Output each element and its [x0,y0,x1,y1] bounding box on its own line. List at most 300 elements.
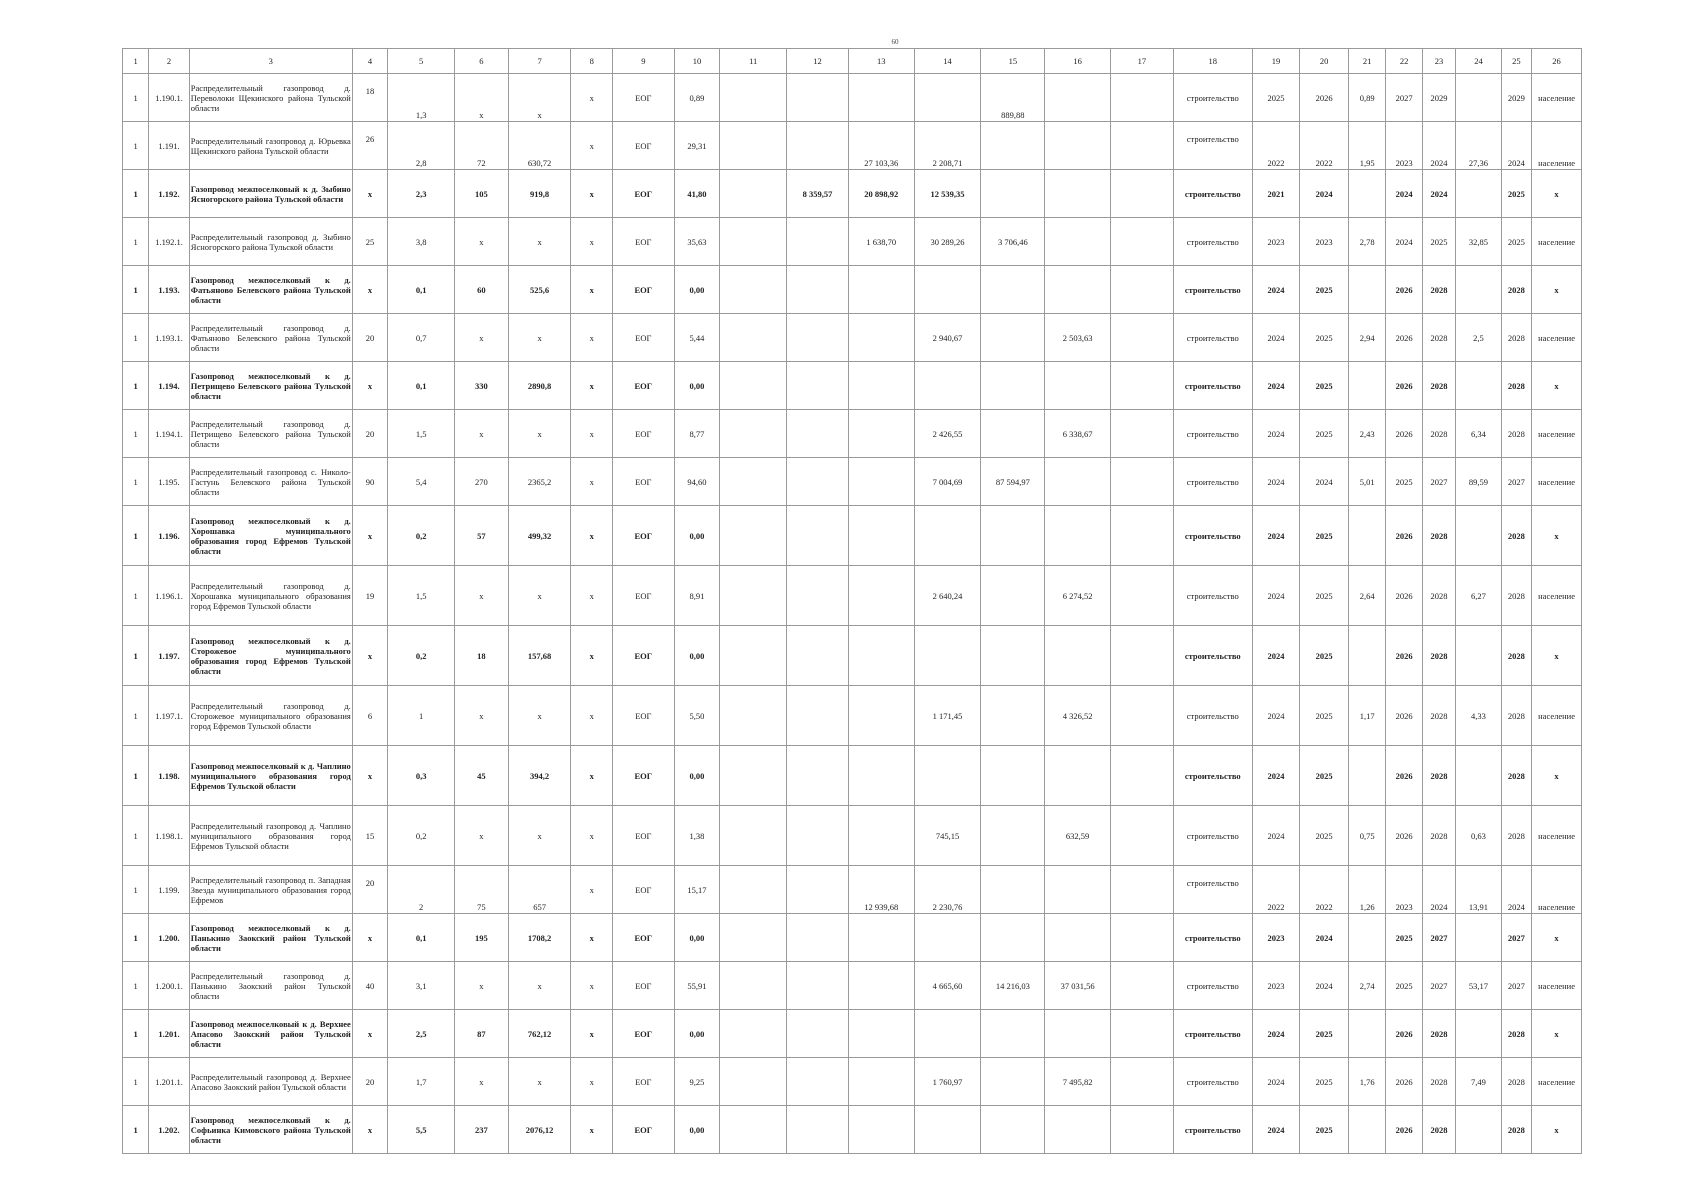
table-cell: 12 939,68 [848,866,914,914]
table-cell: 2026 [1386,746,1422,806]
table-cell: строительство [1173,806,1252,866]
table-cell: 53,17 [1456,962,1502,1010]
table-cell: 0,00 [674,1106,720,1154]
object-name-cell: Газопровод межпоселковый к д. Софьинка Кимовского района Тульской области [189,1106,352,1154]
column-header: 19 [1252,49,1300,74]
table-cell [1111,410,1174,458]
table-cell: 2024 [1252,266,1300,314]
table-cell: 2028 [1501,1010,1531,1058]
table-cell: 2,64 [1348,566,1385,626]
table-row [123,74,1582,122]
table-cell: 26 [352,122,387,170]
table-cell: 0,00 [674,362,720,410]
table-cell: 5,44 [674,314,720,362]
table-cell: население [1532,686,1582,746]
object-name-cell: Распределительный газопровод д. Юрьевка Щекинского района Тульской области [189,122,352,170]
table-cell: 2023 [1252,962,1300,1010]
table-cell: 1.199. [149,866,189,914]
table-cell: 2025 [1300,626,1349,686]
table-cell: 2023 [1252,218,1300,266]
table-cell [787,806,849,866]
table-row [123,362,1582,410]
table-cell: население [1532,218,1582,266]
table-cell: 2026 [1386,506,1422,566]
table-cell: 2024 [1300,170,1349,218]
table-cell [787,626,849,686]
table-cell: 2025 [1501,218,1531,266]
object-name-cell: Газопровод межпоселковый к д. Верхнее Апасово Заокский район Тульской области [189,1010,352,1058]
column-header: 3 [189,49,352,74]
table-cell [1111,314,1174,362]
table-cell: 2890,8 [508,362,571,410]
table-cell: 1.193.1. [149,314,189,362]
table-cell [914,1106,981,1154]
table-cell: 1.201.1. [149,1058,189,1106]
table-cell: 1,5 [388,566,455,626]
table-cell: 195 [455,914,509,962]
object-name-cell: Газопровод межпоселковый к д. Панькино Заокский район Тульской области [189,914,352,962]
table-cell: 2024 [1252,506,1300,566]
table-cell [848,686,914,746]
table-cell [1456,74,1502,122]
table-cell [981,806,1045,866]
table-cell: х [455,806,509,866]
table-cell: х [571,458,613,506]
table-cell: население [1532,566,1582,626]
column-header: 8 [571,49,613,74]
table-cell: 20 [352,1058,387,1106]
table-cell: 1 760,97 [914,1058,981,1106]
table-cell: 2028 [1501,266,1531,314]
table-cell: 2025 [1386,458,1422,506]
table-cell [914,626,981,686]
table-cell: 87 594,97 [981,458,1045,506]
table-cell: 2025 [1300,566,1349,626]
table-cell: население [1532,74,1582,122]
table-cell: 1.201. [149,1010,189,1058]
table-cell: 3,1 [388,962,455,1010]
table-cell: 0,00 [674,1010,720,1058]
table-cell: 2026 [1386,362,1422,410]
table-cell [1045,362,1111,410]
table-cell [1456,170,1502,218]
table-cell: 2028 [1422,410,1455,458]
table-cell: ЕОГ [612,74,674,122]
table-cell: 2022 [1252,122,1300,170]
table-cell: 1.197.1. [149,686,189,746]
table-cell: строительство [1173,1010,1252,1058]
table-cell: х [571,362,613,410]
table-cell [981,314,1045,362]
table-cell: 29,31 [674,122,720,170]
table-cell [1456,914,1502,962]
table-cell: х [571,1058,613,1106]
table-cell: 25 [352,218,387,266]
table-row [123,686,1582,746]
table-cell [787,362,849,410]
table-cell: х [1532,266,1582,314]
table-cell: 2026 [1386,806,1422,866]
table-cell [1348,170,1385,218]
table-cell: 2024 [1252,1058,1300,1106]
table-cell [981,410,1045,458]
table-row [123,266,1582,314]
table-cell [1111,1058,1174,1106]
table-cell: 7 004,69 [914,458,981,506]
table-row [123,170,1582,218]
table-cell: 2027 [1501,962,1531,1010]
table-cell: х [571,218,613,266]
column-header: 20 [1300,49,1349,74]
table-cell: 2022 [1300,122,1349,170]
table-cell [1111,962,1174,1010]
table-cell: 105 [455,170,509,218]
table-cell: 0,00 [674,506,720,566]
table-cell: население [1532,806,1582,866]
table-cell: х [571,170,613,218]
table-cell: 1 [123,122,149,170]
table-cell: 2028 [1501,686,1531,746]
table-cell: ЕОГ [612,746,674,806]
table-cell: 0,1 [388,266,455,314]
table-cell: население [1532,458,1582,506]
table-cell [787,266,849,314]
table-cell [1111,626,1174,686]
table-cell: 2024 [1252,566,1300,626]
table-cell [1111,74,1174,122]
table-cell: х [352,746,387,806]
table-cell: 8,91 [674,566,720,626]
object-name-cell: Распределительный газопровод д. Верхнее Апасово Заокский район Тульской области [189,1058,352,1106]
table-row [123,1106,1582,1154]
table-cell: 1,17 [1348,686,1385,746]
table-cell [720,170,787,218]
table-cell: 2025 [1300,1106,1349,1154]
table-cell: 0,2 [388,626,455,686]
table-cell: строительство [1173,266,1252,314]
table-cell: 0,00 [674,746,720,806]
table-cell: х [352,506,387,566]
table-cell: 8,77 [674,410,720,458]
table-cell: х [455,686,509,746]
table-cell [720,362,787,410]
table-row [123,566,1582,626]
table-cell [787,1106,849,1154]
table-row [123,914,1582,962]
table-cell: 2023 [1252,914,1300,962]
table-row [123,806,1582,866]
table-cell: 15 [352,806,387,866]
table-cell: 2 503,63 [1045,314,1111,362]
table-cell: 237 [455,1106,509,1154]
table-cell: 1,7 [388,1058,455,1106]
table-cell: ЕОГ [612,806,674,866]
table-cell: 2024 [1252,314,1300,362]
table-cell: х [455,1058,509,1106]
table-cell: 2023 [1386,122,1422,170]
table-cell: ЕОГ [612,686,674,746]
table-cell: строительство [1173,170,1252,218]
table-cell: строительство [1173,218,1252,266]
table-row [123,314,1582,362]
table-cell: 2028 [1501,1106,1531,1154]
table-cell: 2027 [1422,914,1455,962]
table-row [123,122,1582,170]
table-cell: х [571,746,613,806]
table-cell: 2,5 [1456,314,1502,362]
table-body [123,74,1582,1154]
table-cell: 27 103,36 [848,122,914,170]
table-cell: х [1532,1106,1582,1154]
table-cell: 2024 [1252,686,1300,746]
table-cell: 8 359,57 [787,170,849,218]
table-cell: 55,91 [674,962,720,1010]
table-cell: х [508,566,571,626]
table-cell [981,566,1045,626]
table-cell: 1 [123,686,149,746]
table-cell: 2025 [1300,314,1349,362]
table-cell: 889,88 [981,74,1045,122]
table-cell: 1 [123,566,149,626]
table-cell: х [571,314,613,362]
table-cell: х [1532,1010,1582,1058]
table-cell: х [1532,626,1582,686]
table-cell [914,506,981,566]
object-name-cell: Газопровод межпоселковый к д. Хорошавка муниципального образования город Ефремов Тульской области [189,506,352,566]
table-cell: 2076,12 [508,1106,571,1154]
table-cell: 2023 [1300,218,1349,266]
table-cell: 1.200. [149,914,189,962]
table-cell: х [571,74,613,122]
table-cell: 2,8 [388,122,455,170]
table-cell [720,74,787,122]
table-cell: строительство [1173,458,1252,506]
table-cell: 2028 [1501,806,1531,866]
table-cell: 1 [388,686,455,746]
column-header: 10 [674,49,720,74]
table-cell: 1,95 [1348,122,1385,170]
column-header: 24 [1456,49,1502,74]
table-cell: строительство [1173,122,1252,170]
table-row [123,506,1582,566]
table-cell [787,914,849,962]
table-cell: 1 [123,218,149,266]
column-header: 22 [1386,49,1422,74]
column-header: 17 [1111,49,1174,74]
table-cell: 2025 [1386,962,1422,1010]
table-cell [1111,362,1174,410]
table-cell: 2026 [1386,314,1422,362]
table-cell: 1,26 [1348,866,1385,914]
table-cell: 89,59 [1456,458,1502,506]
table-cell: 1.193. [149,266,189,314]
table-cell: строительство [1173,566,1252,626]
table-cell: 330 [455,362,509,410]
column-header: 4 [352,49,387,74]
table-cell [1111,806,1174,866]
table-cell: х [571,686,613,746]
table-cell [981,1010,1045,1058]
table-cell: население [1532,962,1582,1010]
table-cell: 0,00 [674,914,720,962]
table-cell [1045,866,1111,914]
table-cell: 1.195. [149,458,189,506]
table-cell: 2025 [1300,806,1349,866]
table-cell [787,566,849,626]
table-cell: 2025 [1300,1058,1349,1106]
column-header: 1 [123,49,149,74]
table-cell: 87 [455,1010,509,1058]
table-cell [1045,218,1111,266]
object-name-cell: Газопровод межпоселковый к д. Фатьяново Белевского района Тульской области [189,266,352,314]
table-cell: 6,27 [1456,566,1502,626]
table-cell [1348,362,1385,410]
table-cell: ЕОГ [612,1010,674,1058]
table-cell: 2024 [1422,122,1455,170]
table-cell: 1.197. [149,626,189,686]
table-cell [1045,914,1111,962]
column-header: 21 [1348,49,1385,74]
table-cell [1045,746,1111,806]
table-cell: строительство [1173,746,1252,806]
table-cell: 60 [455,266,509,314]
table-cell: ЕОГ [612,170,674,218]
table-cell: 632,59 [1045,806,1111,866]
table-cell: 2024 [1422,170,1455,218]
table-cell: 2029 [1501,74,1531,122]
table-cell: 5,4 [388,458,455,506]
table-cell [720,686,787,746]
table-cell: ЕОГ [612,962,674,1010]
table-row [123,746,1582,806]
table-cell: 2025 [1300,686,1349,746]
table-cell: строительство [1173,314,1252,362]
table-cell: 14 216,03 [981,962,1045,1010]
table-cell: ЕОГ [612,566,674,626]
table-cell: х [508,686,571,746]
table-cell [1348,626,1385,686]
table-cell: строительство [1173,410,1252,458]
table-row [123,410,1582,458]
table-cell: 2027 [1422,962,1455,1010]
column-header: 7 [508,49,571,74]
table-cell: 4 326,52 [1045,686,1111,746]
table-cell: 394,2 [508,746,571,806]
table-cell: 745,15 [914,806,981,866]
table-cell [720,1010,787,1058]
table-cell [720,1106,787,1154]
table-cell: 2028 [1501,314,1531,362]
table-cell: 2024 [1300,458,1349,506]
table-cell: 75 [455,866,509,914]
table-cell: 6 338,67 [1045,410,1111,458]
table-cell: 2028 [1422,362,1455,410]
table-cell: 40 [352,962,387,1010]
table-cell: х [455,962,509,1010]
table-cell: строительство [1173,1106,1252,1154]
table-cell: 1 [123,626,149,686]
table-cell [1111,1010,1174,1058]
table-cell [720,314,787,362]
table-cell: 1 [123,1106,149,1154]
table-cell: 1.196. [149,506,189,566]
table-cell: 2,94 [1348,314,1385,362]
table-cell: 1 [123,506,149,566]
table-cell [981,1106,1045,1154]
table-cell: 2028 [1422,266,1455,314]
table-cell: 1.200.1. [149,962,189,1010]
table-cell: ЕОГ [612,1058,674,1106]
table-cell: 20 [352,410,387,458]
table-cell: 2025 [1300,746,1349,806]
table-cell [1348,914,1385,962]
table-cell: 2025 [1300,266,1349,314]
table-cell: х [571,962,613,1010]
table-cell [848,914,914,962]
table-cell: население [1532,866,1582,914]
table-cell [848,314,914,362]
table-cell [981,266,1045,314]
table-cell: х [571,866,613,914]
table-cell: 6 [352,686,387,746]
table-cell: 2028 [1422,314,1455,362]
table-cell: 1.196.1. [149,566,189,626]
table-cell: 1,76 [1348,1058,1385,1106]
table-cell: 2,78 [1348,218,1385,266]
table-cell: 27,36 [1456,122,1502,170]
table-cell [1111,506,1174,566]
table-cell: 2024 [1501,122,1531,170]
table-cell: 2028 [1422,1106,1455,1154]
object-name-cell: Распределительный газопровод д. Зыбино Ясногорского района Тульской области [189,218,352,266]
table-cell: 72 [455,122,509,170]
table-cell: 919,8 [508,170,571,218]
table-cell: 3 706,46 [981,218,1045,266]
table-cell: 2024 [1252,746,1300,806]
column-header: 6 [455,49,509,74]
table-cell [1348,266,1385,314]
table-cell: 1 [123,1058,149,1106]
table-cell: х [508,74,571,122]
table-cell [1045,1010,1111,1058]
table-cell: 2024 [1252,458,1300,506]
table-cell: 2028 [1422,1010,1455,1058]
table-cell: х [508,410,571,458]
table-cell: х [571,266,613,314]
table-cell: 2026 [1386,1058,1422,1106]
object-name-cell: Распределительный газопровод с. Николо-Гастунь Белевского района Тульской области [189,458,352,506]
table-cell: 2 640,24 [914,566,981,626]
table-cell: 0,63 [1456,806,1502,866]
table-cell [1111,914,1174,962]
table-cell [720,410,787,458]
table-cell: ЕОГ [612,266,674,314]
table-cell [981,122,1045,170]
table-cell [720,746,787,806]
table-cell [787,218,849,266]
table-cell: х [571,410,613,458]
table-cell: 3,8 [388,218,455,266]
table-cell: 57 [455,506,509,566]
page-number: 60 [891,38,899,46]
table-cell: 12 539,35 [914,170,981,218]
table-cell: 1708,2 [508,914,571,962]
table-row [123,458,1582,506]
table-cell [1111,458,1174,506]
table-cell: х [508,1058,571,1106]
table-cell: х [352,1010,387,1058]
table-cell: население [1532,314,1582,362]
